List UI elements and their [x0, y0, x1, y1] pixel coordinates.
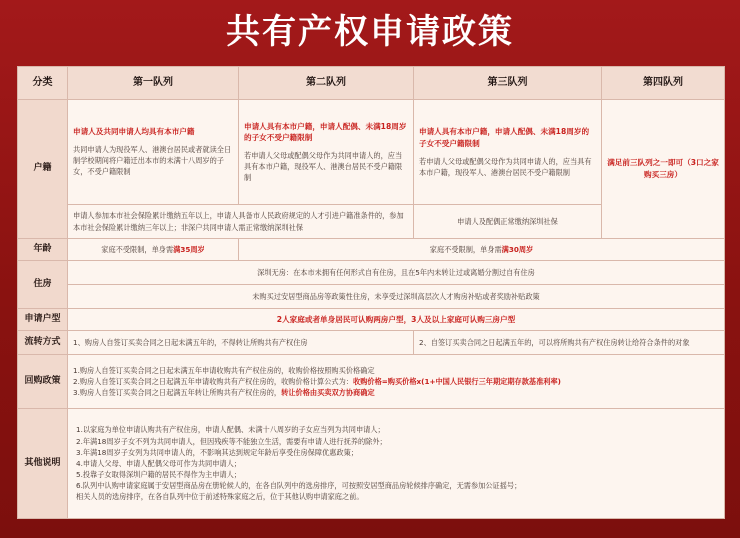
table-row-transfer: [18, 331, 725, 355]
unit-text: 2人家庭或者单身居民可认购两房户型，3人及以上家庭可认购三房户型: [68, 309, 725, 331]
huji-queue-3: [414, 100, 602, 205]
other-line: 2.年满18周岁子女不列为共同申请人，但因残疾等不能独立生活，需要有申请人进行抚养的除外；: [76, 436, 387, 446]
policy-table: [17, 66, 725, 519]
age-q234-prefix: 家庭不受限制，单身需: [429, 244, 502, 254]
housing-line-1: 深圳无房：在本市未拥有任何形式自有住房，且在5年内未转让过或离婚分割过自有住房: [68, 261, 725, 285]
huji-queue-1: [68, 100, 239, 205]
huji-q3-title: 申请人具有本市户籍，申请人配偶、未满18周岁的子女不受户籍限制: [419, 127, 590, 148]
row-label-other: 其他说明: [18, 409, 68, 519]
table-row-buyback: [18, 355, 725, 409]
row-label-unit: 申请户型: [18, 309, 68, 331]
transfer-left: 1、购房人自签订买卖合同之日起未满五年的，不得转让所购共有产权住房: [68, 331, 414, 355]
other-line: 1.以家庭为单位申请认购共有产权住房，申请人配偶、未满十八周岁的子女应当列为共同申请人；: [76, 425, 385, 435]
table-row-unit: [18, 309, 725, 331]
other-content: [68, 409, 725, 519]
table-header-row: [18, 67, 725, 100]
huji-q1-title: 申请人及共同申请人均具有本市户籍: [73, 127, 195, 137]
row-label-buyback: 回购政策: [18, 355, 68, 409]
buyback-line-1: 1.购房人自签订买卖合同之日起未满五年申请收购共有产权住房的，收购价格按照购买价格确定: [73, 365, 375, 375]
buyback-content: [68, 355, 725, 409]
other-line: 4.申请人父母、申请人配偶父母可作为共同申请人；: [76, 458, 241, 468]
header-queue-2: 第二队列: [239, 67, 414, 100]
header-queue-4: 第四队列: [602, 67, 725, 100]
page-title: 共有产权申请政策: [226, 12, 514, 52]
row-label-housing: 住房: [18, 261, 68, 309]
huji-q2-title: 申请人具有本市户籍，申请人配偶、未满18周岁的子女不受户籍限制: [244, 121, 407, 143]
table-row-housing-1: [18, 261, 725, 285]
huji-q1-body: 共同申请人为现役军人、港澳台居民或者就读全日制学校期间将户籍迁出本市的未满十八周岁的子女，不受户籍限制: [73, 145, 232, 177]
buyback-negotiate: 转让价格由买卖双方协商确定: [281, 388, 375, 398]
age-q1-red: 满35周岁: [173, 244, 205, 254]
huji-q3-body: 若申请人父母或配偶父母作为共同申请人的，应当具有本市户籍，现役军人、港澳台居民不受户籍限制: [419, 156, 592, 177]
huji-queue-2: [239, 100, 414, 205]
header-queue-3: 第三队列: [414, 67, 602, 100]
other-line: 6.队列中认购申请家庭属于安居型商品房在册轮候人的，在各自队列中的选房排序，可按照安居型商品房轮候排序确定，无需参加公证摇号；: [76, 481, 522, 491]
age-queue-1: [68, 239, 239, 261]
other-line: 3.年满18周岁子女列为共同申请人的，不影响其达到规定年龄后享受住房保障优惠政策；: [76, 447, 358, 457]
row-label-transfer: 流转方式: [18, 331, 68, 355]
buyback-line-3-text: 3.购房人自签订买卖合同之日起满五年转让所购共有产权住房的，: [73, 388, 282, 398]
huji-queue-4: 满足前三队列之一即可（3口之家购买三房）: [602, 100, 725, 239]
buyback-line-2-text: 2.购房人自签订买卖合同之日起满五年申请收购共有产权住房的，收购价格计算公式为：: [73, 376, 353, 386]
header-queue-1: 第一队列: [68, 67, 239, 100]
table-row-other: [18, 409, 725, 519]
huji-social-q12: 申请人参加本市社会保险累计缴纳五年以上，申请人具备市人民政府规定的人才引进户籍准条件的，参加本市社会保险累计缴纳三年以上；非深户共同申请人需正常缴纳深圳社保: [68, 205, 414, 239]
buyback-line-2: [73, 376, 719, 387]
table-row-age: [18, 239, 725, 261]
huji-social-q3: 申请人及配偶正常缴纳深圳社保: [414, 205, 602, 239]
other-line: 相关人员的选房排序，在各自队列中位于前述特殊家庭之后，位于其他认购申请家庭之前。: [76, 492, 364, 502]
buyback-line-3: [73, 387, 719, 398]
row-label-huji: 户籍: [18, 100, 68, 239]
age-q1-prefix: 家庭不受限制，单身需: [101, 244, 174, 254]
row-label-age: 年龄: [18, 239, 68, 261]
buyback-formula: 收购价格=购买价格x(1+中国人民银行三年期定期存款基准利率): [353, 376, 561, 386]
transfer-right: 2、自签订买卖合同之日起满五年的，可以将所购共有产权住房转让给符合条件的对象: [414, 331, 725, 355]
housing-line-2: 未购买过安居型商品房等政策性住房，未享受过深圳高层次人才购房补贴或者奖励补贴政策: [68, 285, 725, 309]
huji-q2-body: 若申请人父母或配偶父母作为共同申请人的，应当具有本市户籍，现役军人、港澳台居民不受户籍限制: [244, 151, 403, 183]
table-row-huji: [18, 100, 725, 205]
header-category: 分类: [18, 67, 68, 100]
other-line: 5.投靠子女取得深圳户籍的居民不得作为主申请人；: [76, 470, 241, 480]
table-row-housing-2: [18, 285, 725, 309]
age-queue-234: [239, 239, 725, 261]
age-q234-red: 满30周岁: [501, 244, 534, 254]
